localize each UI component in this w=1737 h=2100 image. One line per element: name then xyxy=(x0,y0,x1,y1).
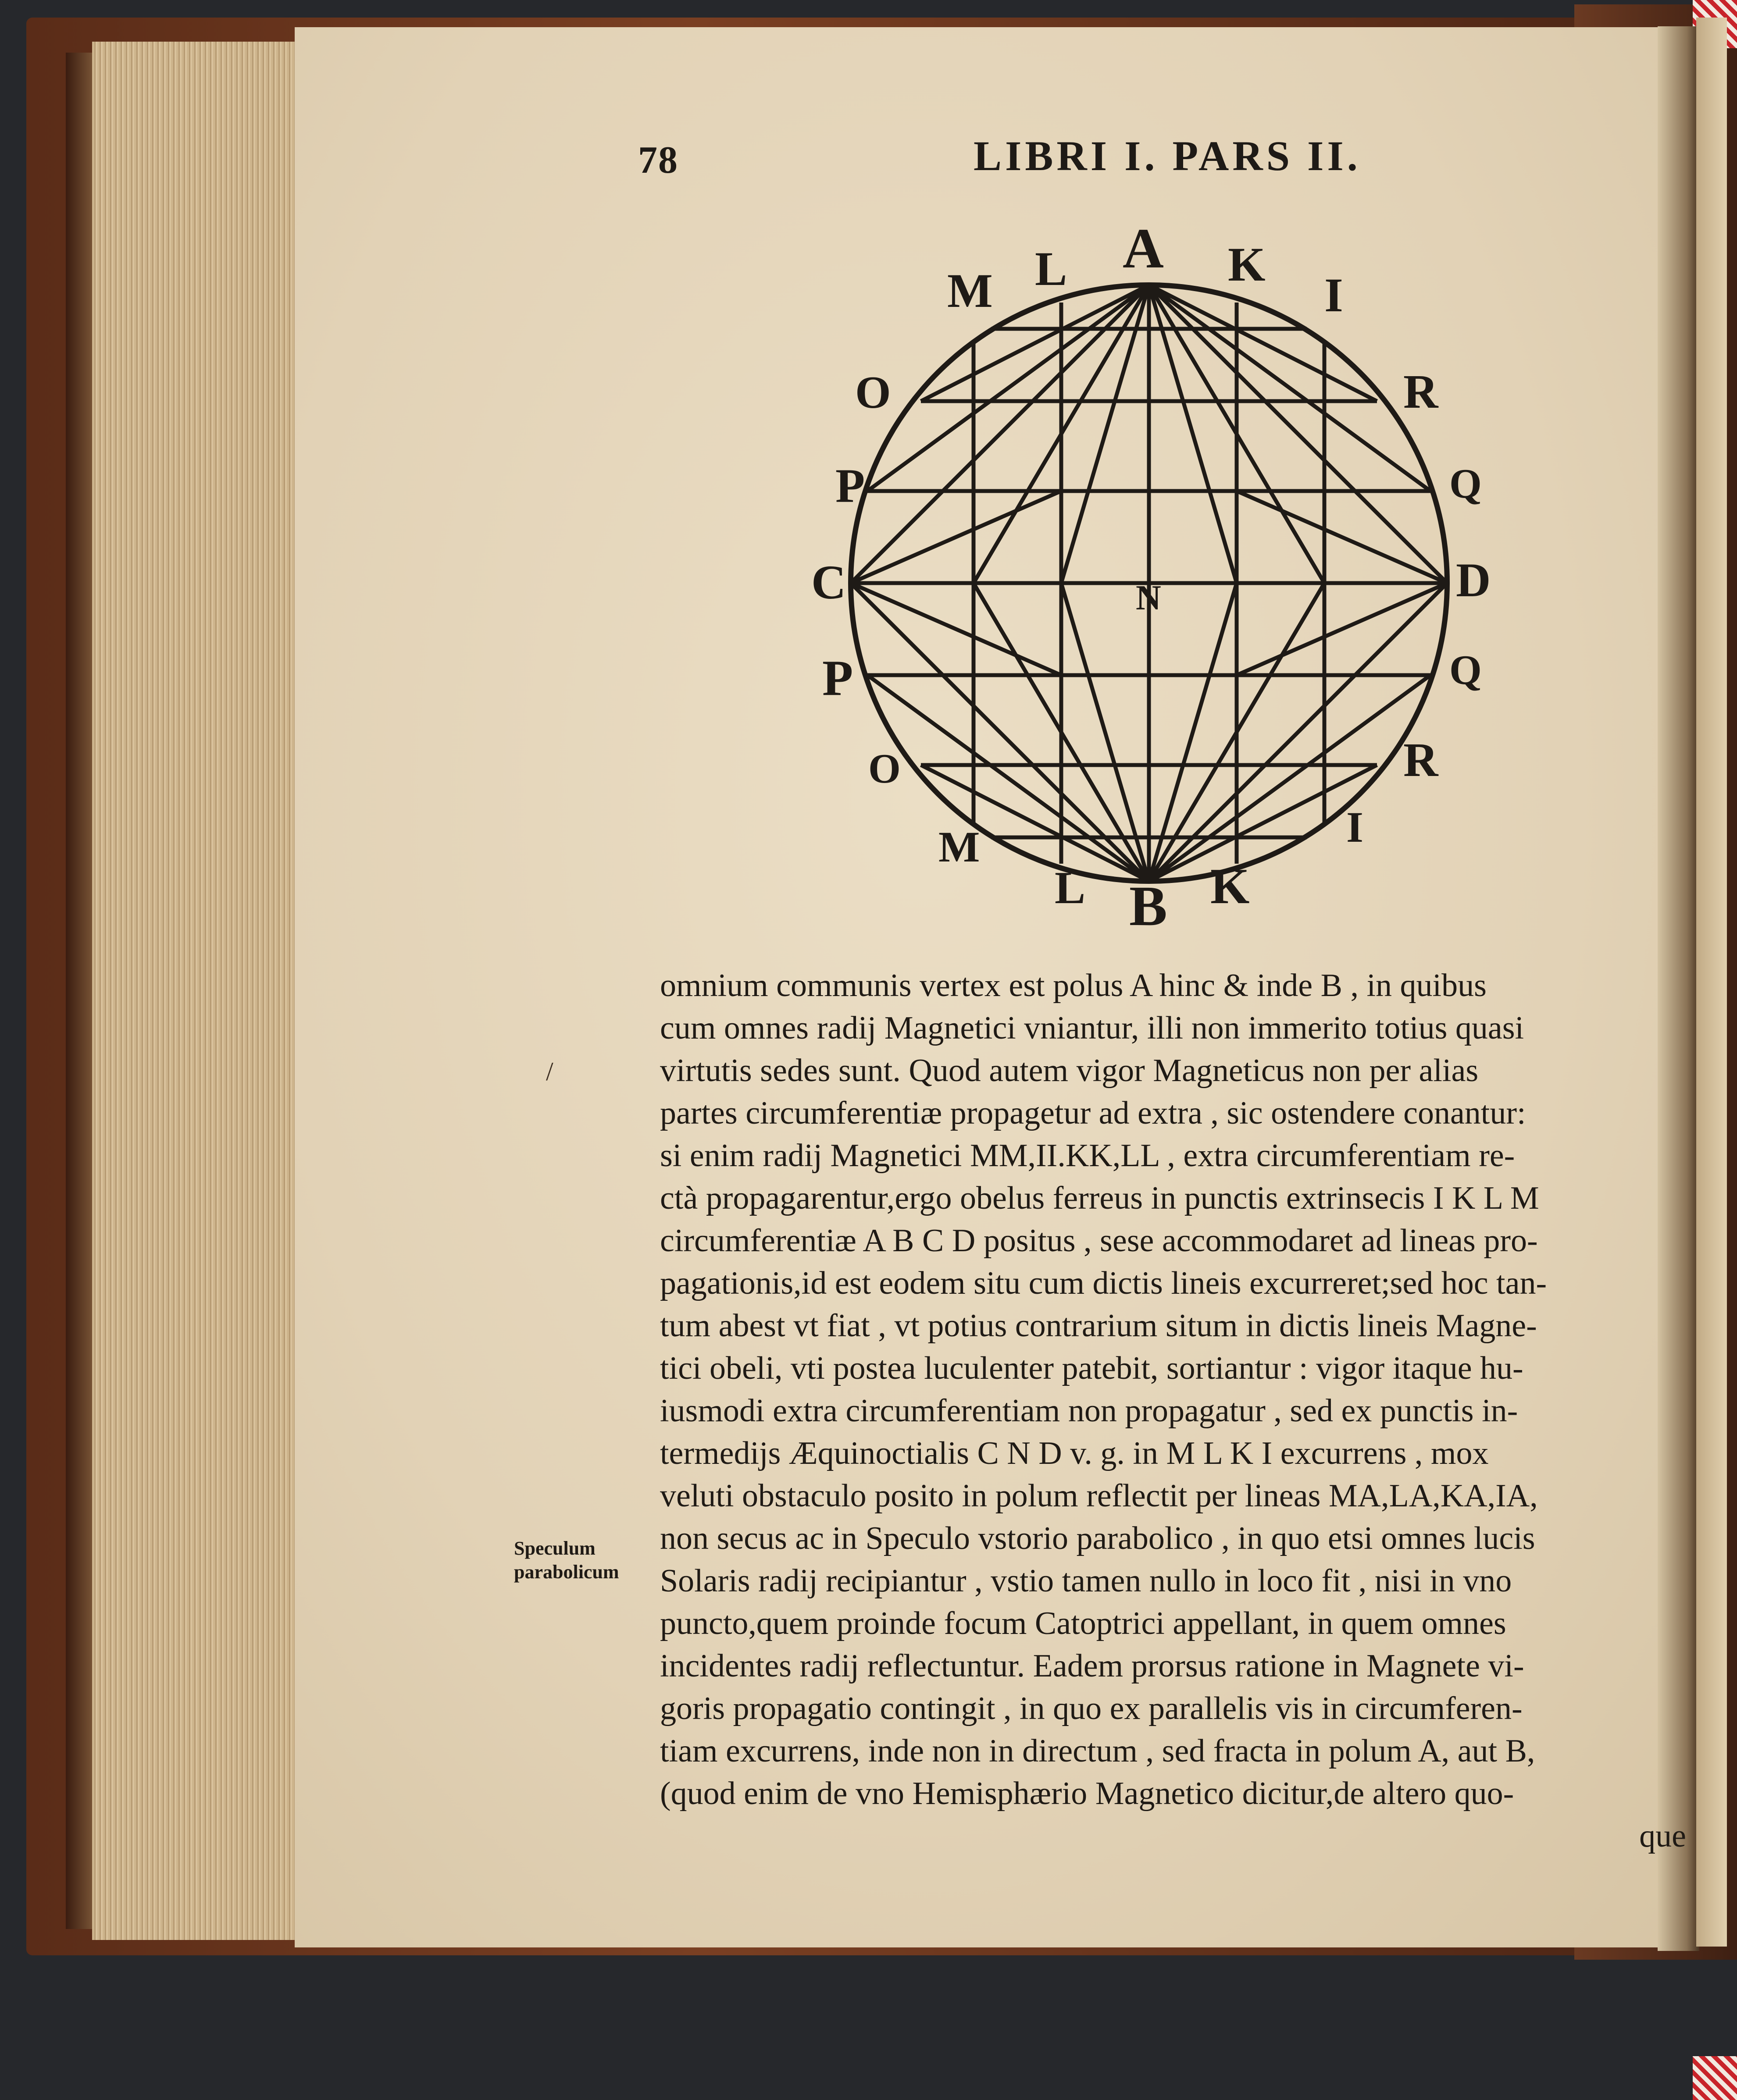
text-line: omnium communis vertex est polus A hinc & inde B , in quibus xyxy=(660,968,1487,1004)
label-top-l: L xyxy=(1035,242,1067,295)
label-right-r-lower: R xyxy=(1403,733,1438,787)
text-line: Solaris radij recipiantur , vstio tamen nullo in loco fit , nisi in vno xyxy=(660,1563,1512,1599)
label-left-p-upper: P xyxy=(835,459,865,513)
label-top-a: A xyxy=(1123,219,1164,280)
text-line: termedijs Æquinoctialis C N D v. g. in M L K I excurrens , mox xyxy=(660,1435,1489,1471)
label-bottom-l: L xyxy=(1055,862,1086,913)
body-text xyxy=(660,965,1686,1858)
label-left-o-lower: O xyxy=(868,745,901,792)
text-line: non secus ac in Speculo vstorio parabolico , in quo etsi omnes lucis xyxy=(660,1520,1535,1556)
label-center-n: N xyxy=(1136,579,1161,617)
bookmark-ribbon-bottom xyxy=(1693,2056,1737,2100)
page-block-edge xyxy=(92,42,300,1940)
marginal-note xyxy=(514,1537,619,1584)
label-right-d: D xyxy=(1456,553,1491,607)
page-number: 78 xyxy=(638,139,678,182)
label-bottom-m: M xyxy=(938,822,980,871)
label-bottom-b: B xyxy=(1129,875,1167,929)
text-line: iusmodi extra circumferentiam non propagatur , sed ex punctis in- xyxy=(660,1393,1518,1429)
text-line: tum abest vt fiat , vt potius contrarium situm in dictis lineis Magne- xyxy=(660,1308,1537,1344)
text-line: tici obeli, vti postea luculenter patebit, sortiantur : vigor itaque hu- xyxy=(660,1350,1523,1386)
text-line: veluti obstaculo posito in polum reflectit per lineas MA,LA,KA,IA, xyxy=(660,1478,1538,1514)
text-line: tiam excurrens, inde non in directum , sed fracta in polum A, aut B, xyxy=(660,1733,1535,1769)
label-right-q-lower: Q xyxy=(1449,647,1482,693)
text-line: que xyxy=(1639,1818,1686,1854)
ink-mark: / xyxy=(546,1057,553,1086)
label-right-q-upper: Q xyxy=(1449,460,1482,507)
text-line: si enim radij Magnetici MM,II.KK,LL , extra circumferentiam re- xyxy=(660,1138,1515,1174)
text-line: circumferentiæ A B C D positus , sese accommodaret ad lineas pro- xyxy=(660,1223,1538,1259)
text-line: cum omnes radij Magnetici vniantur, illi non immerito totius quasi xyxy=(660,1010,1524,1046)
text-line: puncto,quem proinde focum Catoptrici appellant, in quem omnes xyxy=(660,1605,1506,1641)
text-line: (quod enim de vno Hemisphærio Magnetico dicitur,de altero quo- xyxy=(660,1776,1514,1812)
label-bottom-i: I xyxy=(1346,803,1363,851)
magnetic-sphere-diagram xyxy=(789,219,1491,929)
text-line: virtutis sedes sunt. Quod autem vigor Magneticus non per alias xyxy=(660,1053,1479,1089)
facing-page-edge xyxy=(1696,18,1727,1947)
label-right-r-upper: R xyxy=(1403,365,1438,418)
text-line: incidentes radij reflectuntur. Eadem prorsus ratione in Magnete vi- xyxy=(660,1648,1524,1684)
label-top-m: M xyxy=(947,264,993,317)
marginal-note-line-2: parabolicum xyxy=(514,1561,619,1583)
label-top-i: I xyxy=(1324,268,1343,322)
label-left-c: C xyxy=(811,555,846,609)
label-left-p-lower: P xyxy=(822,650,853,706)
label-bottom-k: K xyxy=(1210,858,1250,914)
label-top-k: K xyxy=(1228,238,1266,291)
label-left-o-upper: O xyxy=(855,367,891,418)
text-line: goris propagatio contingit , in quo ex parallelis vis in circumferen- xyxy=(660,1691,1523,1726)
text-line: partes circumferentiæ propagetur ad extra , sic ostendere conantur: xyxy=(660,1095,1526,1131)
text-line: ctà propagarentur,ergo obelus ferreus in punctis extrinsecis I K L M xyxy=(660,1180,1539,1216)
sphere-svg xyxy=(789,219,1491,929)
marginal-note-line-1: Speculum xyxy=(514,1538,596,1559)
text-line: pagationis,id est eodem situ cum dictis lineis excurreret;sed hoc tan- xyxy=(660,1265,1547,1301)
running-head: LIBRI I. PARS II. xyxy=(974,132,1361,179)
